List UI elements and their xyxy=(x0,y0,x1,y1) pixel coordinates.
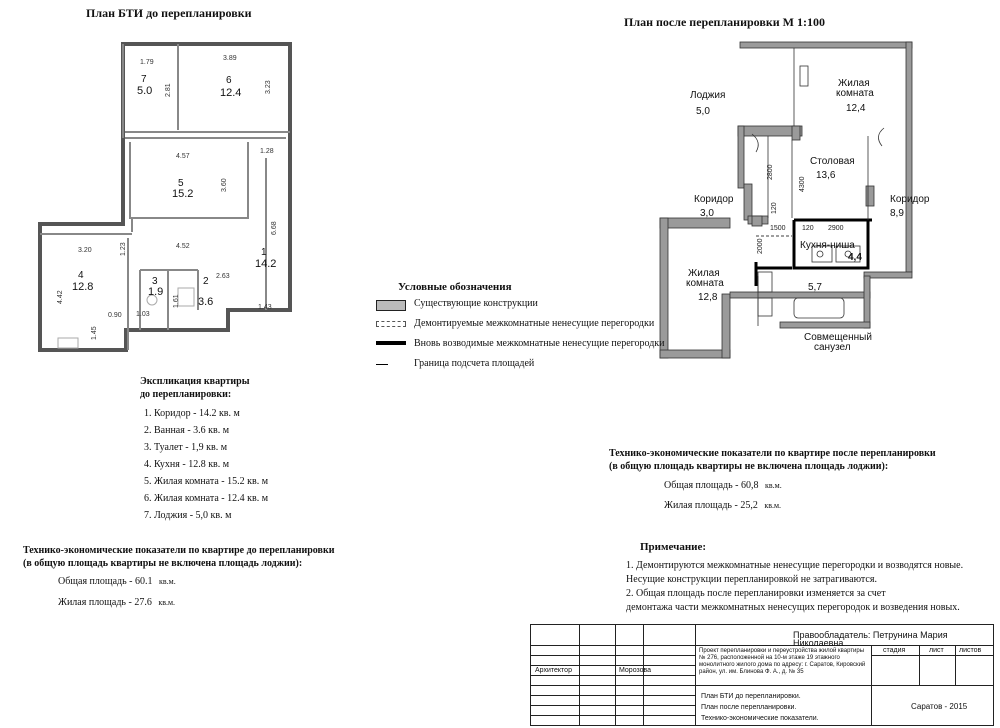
legend-swatch-demolished xyxy=(376,321,406,327)
sheet-header: лист xyxy=(929,647,944,654)
svg-text:Лоджия: Лоджия xyxy=(690,90,726,101)
legend-title: Условные обозначения xyxy=(398,281,512,293)
legend-swatch-existing xyxy=(376,300,406,311)
svg-text:120: 120 xyxy=(771,202,778,214)
svg-text:6.68: 6.68 xyxy=(271,221,278,235)
note-title: Примечание: xyxy=(640,541,707,553)
svg-text:1.03: 1.03 xyxy=(136,311,150,318)
svg-text:4300: 4300 xyxy=(799,176,806,192)
svg-text:12.8: 12.8 xyxy=(72,281,94,293)
sheet-description xyxy=(701,691,819,724)
tech-after-title-line2: (в общую площадь квартиры не включена площадь лоджии): xyxy=(609,461,889,472)
total-area-value: 60,8 xyxy=(741,480,759,491)
living-area-value: 27.6 xyxy=(134,597,152,608)
svg-text:1.28: 1.28 xyxy=(260,148,274,155)
sheets-header: листов xyxy=(959,647,982,654)
designer-name: Морозова xyxy=(619,667,652,674)
note-line: демонтажа части межкомнатных ненесущих перегородок и возведения новых. xyxy=(626,602,960,613)
svg-text:13,6: 13,6 xyxy=(816,170,836,181)
svg-text:комната: комната xyxy=(836,88,874,99)
tech-after-living xyxy=(664,500,781,511)
role-label: Архитектор xyxy=(535,667,572,674)
legend-item-existing: Существующие конструкции xyxy=(414,298,538,309)
total-area-label: Общая площадь - xyxy=(58,576,133,587)
svg-text:Коридор: Коридор xyxy=(890,194,930,205)
unit-label: кв.м. xyxy=(158,598,176,607)
unit-label: кв.м. xyxy=(764,501,782,510)
svg-text:1: 1 xyxy=(261,247,267,258)
right-plan-title: План после перепланировки М 1:100 xyxy=(624,15,825,29)
note-line: 1. Демонтируются межкомнатные ненесущие перегородки и возводятся новые. xyxy=(626,560,964,571)
svg-text:Совмещенный: Совмещенный xyxy=(804,332,872,343)
svg-text:14.2: 14.2 xyxy=(255,258,277,270)
svg-text:4,4: 4,4 xyxy=(848,252,862,263)
total-area-value: 60.1 xyxy=(135,576,153,587)
living-area-value: 25,2 xyxy=(740,500,758,511)
svg-text:1.45: 1.45 xyxy=(91,326,98,340)
svg-text:5: 5 xyxy=(178,178,184,189)
tech-before-total xyxy=(58,576,176,587)
svg-text:0.90: 0.90 xyxy=(108,312,122,319)
svg-text:4.42: 4.42 xyxy=(57,290,64,304)
list-item: 4. Кухня - 12.8 кв. м xyxy=(144,459,230,470)
total-area-label: Общая площадь - xyxy=(664,480,739,491)
unit-label: кв.м. xyxy=(159,577,176,586)
svg-text:3,0: 3,0 xyxy=(700,208,714,219)
svg-text:санузел: санузел xyxy=(814,342,851,353)
svg-text:3.20: 3.20 xyxy=(78,247,92,254)
list-item: 2. Ванная - 3.6 кв. м xyxy=(144,425,230,436)
list-item: 7. Лоджия - 5,0 кв. м xyxy=(144,510,232,521)
svg-text:2000: 2000 xyxy=(757,238,764,254)
note-body xyxy=(626,559,963,615)
right-floor-plan xyxy=(652,36,930,366)
note-line: 2. Общая площадь после перепланировки изменяется за счет xyxy=(626,588,886,599)
sheet-desc-line: План после перепланировки. xyxy=(701,704,797,711)
legend-item-boundary: Граница подсчета площадей xyxy=(414,358,535,369)
svg-text:2.81: 2.81 xyxy=(165,83,172,97)
room-area: 5.0 xyxy=(137,85,153,97)
svg-text:Кухня-ниша: Кухня-ниша xyxy=(800,240,855,251)
tech-before-title xyxy=(23,544,334,570)
tech-before-title-line1: Технико-экономические показатели по квартире до перепланировки xyxy=(23,545,335,556)
stage-header: стадия xyxy=(883,647,906,654)
explication-title xyxy=(140,375,250,401)
tech-after-total xyxy=(664,480,782,491)
left-plan-title: План БТИ до перепланировки xyxy=(86,6,252,20)
svg-text:комната: комната xyxy=(686,278,724,289)
svg-text:4.57: 4.57 xyxy=(176,153,190,160)
sheet-desc-line: Технико-экономические показатели. xyxy=(701,715,819,722)
svg-text:12,8: 12,8 xyxy=(698,292,718,303)
legend-swatch-boundary xyxy=(376,364,388,365)
owner-label: Правообладатель: Петрунина Мария Николаевна xyxy=(793,630,948,648)
svg-text:2.63: 2.63 xyxy=(216,273,230,280)
svg-text:12.4: 12.4 xyxy=(220,87,242,99)
svg-text:15.2: 15.2 xyxy=(172,188,194,200)
note-line: Несущие конструкции перепланировкой не затрагиваются. xyxy=(626,574,877,585)
svg-text:3.60: 3.60 xyxy=(221,178,228,192)
tech-after-title xyxy=(609,447,936,473)
list-item: 3. Туалет - 1,9 кв. м xyxy=(144,442,228,453)
svg-text:12,4: 12,4 xyxy=(846,103,866,114)
svg-text:Коридор: Коридор xyxy=(694,194,734,205)
svg-text:2900: 2900 xyxy=(828,225,844,232)
svg-text:1.79: 1.79 xyxy=(140,59,154,66)
project-description: Проект перепланировки и переустройства жилой квартиры № 276, расположенной на 10-м этаже 19 этажного монолитного жилого дома по адресу: г. Саратов, Кировский район, ул. им. Блинова Ф. А., д. № 35 xyxy=(699,648,866,675)
svg-text:3.89: 3.89 xyxy=(223,55,237,62)
svg-text:8,9: 8,9 xyxy=(890,208,904,219)
svg-text:6: 6 xyxy=(226,75,232,86)
svg-text:5,0: 5,0 xyxy=(696,106,710,117)
svg-text:3.23: 3.23 xyxy=(265,80,272,94)
svg-text:1500: 1500 xyxy=(770,225,786,232)
explication-title-line1: Экспликация квартиры xyxy=(140,376,250,387)
svg-text:4.52: 4.52 xyxy=(176,243,190,250)
legend-item-new: Вновь возводимые межкомнатные ненесущие перегородки xyxy=(414,338,665,349)
legend-item-demolished: Демонтируемые межкомнатные ненесущие перегородки xyxy=(414,318,655,329)
svg-text:1.61: 1.61 xyxy=(173,294,180,308)
svg-text:4: 4 xyxy=(78,270,84,281)
legend-swatch-new xyxy=(376,341,406,345)
list-item: 6. Жилая комната - 12.4 кв. м xyxy=(144,493,269,504)
living-area-label: Жилая площадь - xyxy=(58,597,132,608)
svg-text:2: 2 xyxy=(203,276,209,287)
room-number: 7 xyxy=(141,74,147,85)
tech-before-title-line2: (в общую площадь квартиры не включена площадь лоджии): xyxy=(23,558,303,569)
svg-text:5,7: 5,7 xyxy=(808,282,822,293)
svg-text:Столовая: Столовая xyxy=(810,156,855,167)
left-floor-plan xyxy=(28,38,298,370)
list-item: 5. Жилая комната - 15.2 кв. м xyxy=(144,476,269,487)
svg-text:1.23: 1.23 xyxy=(120,242,127,256)
title-block xyxy=(530,624,994,726)
svg-text:1.9: 1.9 xyxy=(148,286,164,298)
tech-after-title-line1: Технико-экономические показатели по квартире после перепланировки xyxy=(609,448,936,459)
svg-text:3: 3 xyxy=(152,276,158,287)
unit-label: кв.м. xyxy=(765,481,782,490)
city-year: Саратов - 2015 xyxy=(911,702,968,711)
svg-text:1.43: 1.43 xyxy=(258,304,272,311)
explication-title-line2: до перепланировки: xyxy=(140,389,232,400)
svg-text:Жилая: Жилая xyxy=(838,78,870,89)
list-item: 1. Коридор - 14.2 кв. м xyxy=(144,408,240,419)
living-area-label: Жилая площадь - xyxy=(664,500,738,511)
svg-text:2800: 2800 xyxy=(767,164,774,180)
svg-text:120: 120 xyxy=(802,225,814,232)
explication-list xyxy=(144,405,268,524)
sheet-desc-line: План БТИ до перепланировки. xyxy=(701,693,801,700)
svg-text:3.6: 3.6 xyxy=(198,296,214,308)
svg-text:Жилая: Жилая xyxy=(688,268,720,279)
tech-before-living xyxy=(58,597,175,608)
